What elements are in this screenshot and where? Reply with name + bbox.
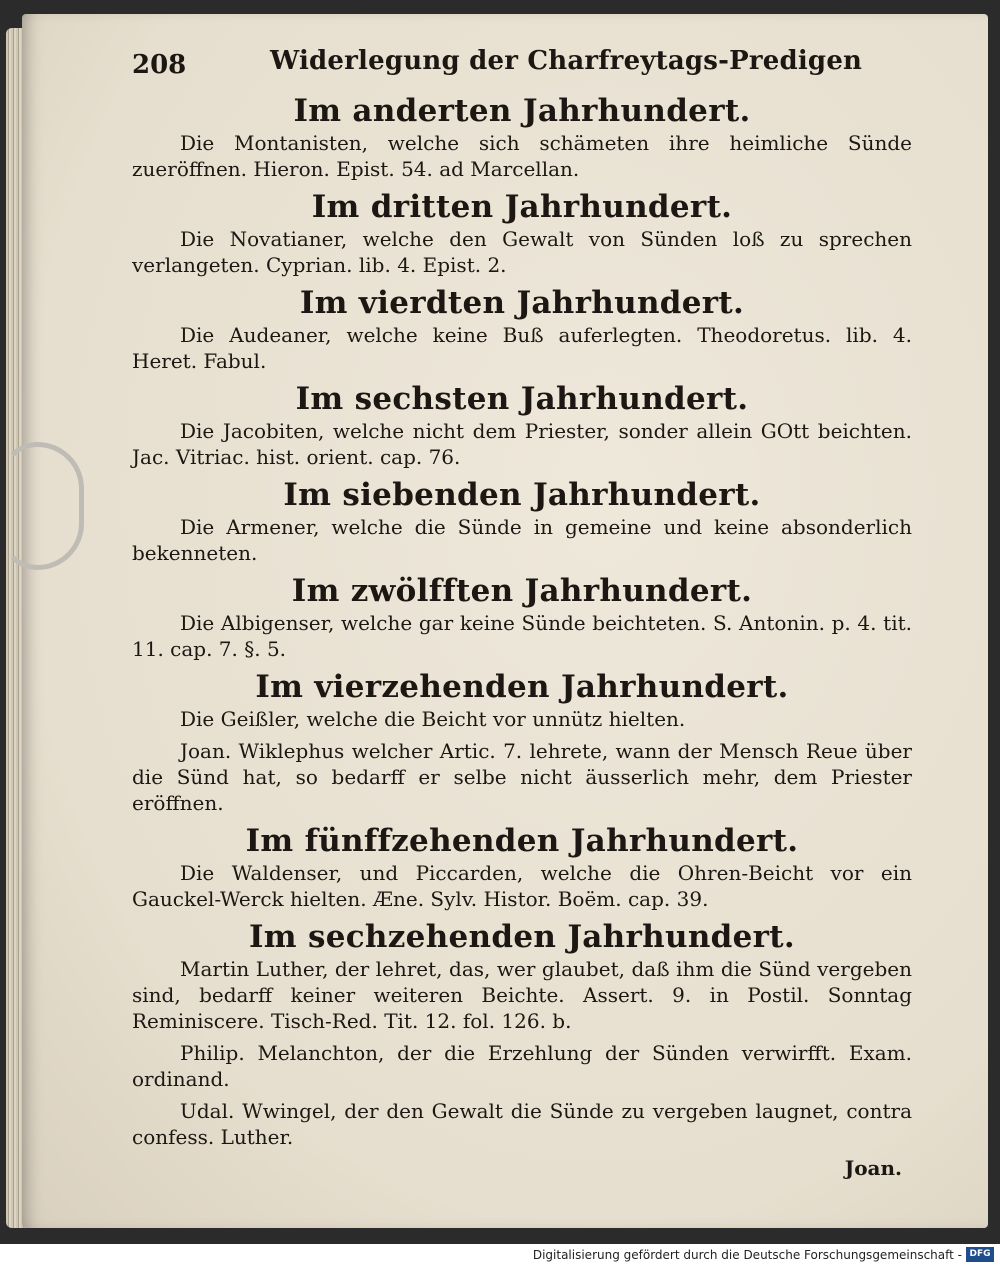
section-heading: Im sechzehenden Jahrhundert. [248, 919, 796, 955]
section-paragraph: Joan. Wiklephus welcher Artic. 7. lehrete, wann der Mensch Reue über die Sünd hat, so bedarff er selbe nicht äusserlich mehr, dem Priester eröffnen. [132, 739, 912, 815]
section [132, 188, 912, 278]
section-heading: Im fünffzehenden Jahrhundert. [245, 823, 799, 859]
section [132, 668, 912, 816]
section-heading: Im sechsten Jahrhundert. [295, 381, 749, 417]
section-heading: Im vierdten Jahrhundert. [299, 285, 745, 321]
footer-credit: Digitalisierung gefördert durch die Deutsche Forschungsgemeinschaft - [532, 1248, 962, 1262]
section [132, 284, 912, 374]
section [132, 476, 912, 566]
running-head [132, 42, 912, 92]
dfg-logo-icon: DFG [966, 1247, 994, 1262]
section-paragraph: Philip. Melanchton, der die Erzehlung der Sünden verwirfft. Exam. ordinand. [132, 1041, 912, 1091]
section [132, 918, 912, 1150]
catchword: Joan. [844, 1156, 902, 1180]
section-heading: Im siebenden Jahrhundert. [283, 477, 761, 513]
section-paragraph: Die Geißler, welche die Beicht vor unnütz hielten. [180, 707, 686, 731]
section [132, 380, 912, 470]
section-paragraph: Die Waldenser, und Piccarden, welche die Ohren-Beicht vor ein Gauckel-Werck hielten. Æne. Sylv. Histor. Boëm. cap. 39. [132, 861, 912, 911]
section-paragraph: Die Montanisten, welche sich schämeten ihre heimliche Sünde zueröffnen. Hieron. Epist. 54. ad Marcellan. [132, 131, 912, 181]
section-paragraph: Die Audeaner, welche keine Buß auferlegten. Theodoretus. lib. 4. Heret. Fabul. [132, 323, 912, 373]
page-number: 208 [132, 50, 187, 80]
running-head-title: Widerlegung der Charfreytags-Predigen [270, 46, 863, 76]
section-heading: Im dritten Jahrhundert. [311, 189, 733, 225]
section-paragraph: Udal. Wwingel, der den Gewalt die Sünde zu vergeben laugnet, contra confess. Luther. [132, 1099, 912, 1149]
page-content [132, 42, 912, 1180]
section-paragraph: Martin Luther, der lehret, das, wer glaubet, daß ihm die Sünd vergeben sind, bedarff keiner weiteren Beichte. Assert. 9. in Postil. Sonntag Reminiscere. Tisch-Red. Tit. 12. fol. 126. b. [132, 957, 912, 1033]
section [132, 572, 912, 662]
section-heading: Im zwölfften Jahrhundert. [291, 573, 753, 609]
section [132, 92, 912, 182]
section-paragraph: Die Novatianer, welche den Gewalt von Sünden loß zu sprechen verlangeten. Cyprian. lib. 4. Epist. 2. [132, 227, 912, 277]
section [132, 822, 912, 912]
section-paragraph: Die Armener, welche die Sünde in gemeine und keine absonderlich bekenneten. [132, 515, 912, 565]
section-paragraph: Die Jacobiten, welche nicht dem Priester, sonder allein GOtt beichten. Jac. Vitriac. hist. orient. cap. 76. [132, 419, 912, 469]
section-paragraph: Die Albigenser, welche gar keine Sünde beichteten. S. Antonin. p. 4. tit. 11. cap. 7. §. 5. [132, 611, 912, 661]
section-heading: Im vierzehenden Jahrhundert. [255, 669, 789, 705]
section-heading: Im anderten Jahrhundert. [293, 93, 751, 129]
binding-clip [0, 442, 84, 570]
digitization-footer [0, 1244, 1000, 1266]
